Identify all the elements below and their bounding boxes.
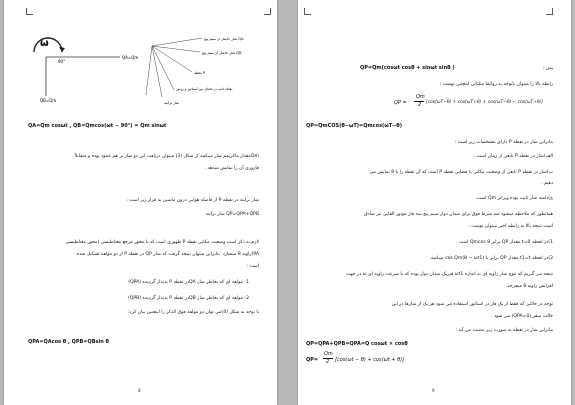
arrowhead [59, 47, 65, 52]
crop-mark [304, 8, 311, 15]
paragraph-line: با توجه به شکل (4)می توان دو مولفه فوق الذکر را اینچنین بیان کرد: [128, 310, 259, 315]
fraction-numerator: Qm [324, 351, 333, 357]
left-page [4, 0, 277, 405]
paragraph-line: لازم به ذکر است وضعیت مکانی نقطه P ظهوری است که با محور مرجع مغناطیسی (محور مغناطیسی [65, 240, 259, 245]
paragraph-line: 2- مولفه ای که بخاطر شار QBدر نقطه P پدیدار گردیده (QPB) [127, 296, 249, 301]
fraction-lhs: QP= [306, 357, 319, 363]
paragraph-line: نتیجه می گیریم که موج شار زاویه ای به اندازه ωt1 فیزیک میدان دوار بوده که با سرعت زاویه ای ω در جهت [346, 272, 553, 277]
paragraph-line: بنابراین شار در نقطه P دارای مشخصات زیر است : [454, 140, 553, 145]
phasor-label: نقطه P [194, 71, 206, 75]
paragraph-line: فازوری آن را نمایش میدهد . [204, 166, 259, 171]
paragraph-line: Qmمقدار ماکزیمم شار میباشد از شکل (3) میتوان دریافت این دو شار بر هم عمود بوده و متقابلاً [74, 154, 259, 159]
page-number: 8 [138, 388, 141, 393]
phasor-label: شار برایند [164, 101, 179, 105]
right-page [298, 0, 571, 405]
paragraph-line: بنابراین شار در نقطه به صورت زیر بدست می آید : [455, 328, 553, 333]
paragraph-line: 1- مولفه ای که بخاطر شار QAدر نقطه P پدیدار گردیده (QPA) [128, 280, 249, 285]
equation-prefix: پس : [542, 66, 553, 71]
equation: QA=Qm cosωt , QB=Qmcos(ωt − 90°) = Qm sinωt [28, 123, 167, 129]
paragraph-line: توجه در حالتی که فقط از یک فاز در استاتور استفاده می شود هر یک از شارها در این [391, 302, 553, 307]
fraction-numerator: Qm [416, 94, 425, 100]
paragraph-line: شار برایند در نقطه P از فاصله هوایی درون ماشین به قرار زیر است : [126, 198, 259, 203]
angle-label: 90° [58, 59, 66, 64]
paragraph-line: رابطه بالا را میتوان باتوجه به روابط مثلثاتی اینچنین نوشت : [439, 82, 553, 87]
fraction-denominator: 2 [418, 102, 422, 108]
paragraph-line: ب)شار در نقطه P تابعی از وضعیت مکانی یا فضایی نقطه P است که آن نقطه را با θ نمایش می [369, 170, 553, 175]
phasor-label: شار حاصل از سیم پیچ QA [204, 37, 244, 41]
phasor-diagram [4, 0, 277, 120]
fraction-lhs: QP = [394, 100, 407, 106]
paragraph-line: افزایش زاویه θ میچرخد. [505, 284, 553, 289]
paragraph-line: همانطور که ملاحظه میشود سه شرط فوق برای میدان دوار سیم پیچ سه فاز موتور القایی نیز صادق [363, 212, 553, 217]
paragraph-line: QP=QPA+QPB شار برایند [205, 212, 259, 217]
paragraph-line: PA)زاویه θ میسازد. بنابراین میتوان نتیجه گرفت که شار QP در نقطه P از دو مولفه تشکیل شده [76, 252, 259, 257]
paragraph-line: دهیم . [541, 181, 553, 186]
page-number: 9 [432, 388, 435, 393]
equation: QP=QmCOS(θ−ωT)=Qmcos(ωT−θ) [306, 123, 403, 129]
paragraph-line: 2)در لحظه t1=t مقدار QP برابر با (θ − ωt1)cos Qm میباشد. [429, 256, 553, 261]
fraction-body: [cos(ωt − θ) + cos(ωt + θ)] [335, 357, 405, 363]
paragraph-line: حالت صفر (QPA=0) می شود . [491, 314, 553, 319]
omega-symbol: ω [40, 38, 49, 49]
equation: QPA=QAcos θ , QPB=QBsin θ [28, 339, 109, 345]
equation: QP=Qm(cosωt cosθ + sinωt sinθ ) [360, 65, 455, 71]
paragraph-line: است : [246, 264, 259, 269]
paragraph-line: است.نتیجه بالا به رابطه اخیر میتوان نوشت : [468, 224, 553, 229]
crop-mark [546, 8, 553, 15]
fraction-denominator: 2 [326, 359, 330, 365]
paragraph-line: الف)شار در نقطه P تابعی از زمان است . [473, 154, 553, 159]
phasor-label: شار حاصل از سیم پیچ QB [202, 51, 242, 55]
qa-label: QA=Qm [122, 55, 139, 60]
qb-label: QB=Qm [40, 98, 57, 103]
axis-note: نقطه ثابت در فضای بین استاتور و روتور [176, 87, 233, 91]
paragraph-line: ج)دامنه شار ثابت بوده وبرابر Qm است. [475, 196, 553, 201]
paragraph-line: 1)در لحظه 0=t مقدار QP برابر Qmcos θ است . [455, 240, 553, 245]
equation: QP=QPA+QPB=QPA=Q cosωt × cosθ [306, 341, 408, 347]
fraction-body: [cos(ωT−θ) + cos(ωT+θ) + cos(ωT−θ) − cos(ωT+θ)] [426, 100, 543, 105]
